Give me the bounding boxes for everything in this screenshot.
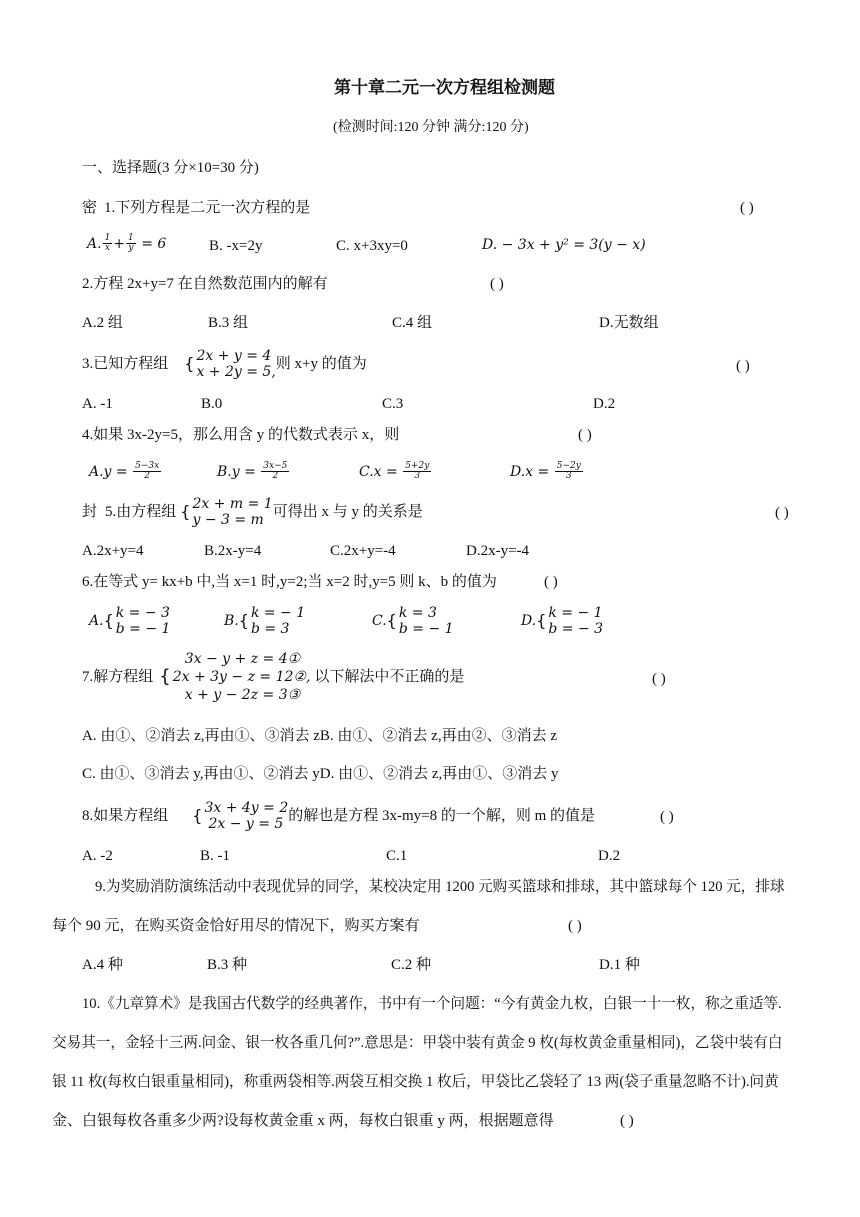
q9-stem-line2: 每个 90 元，在购买资金恰好用尽的情况下，购买方案有 — [52, 918, 420, 934]
q9-answer-blank: ( ) — [568, 918, 582, 934]
q8-eq1: 3x + 4y = 2 — [204, 799, 289, 816]
q2-stem: 2.方程 2x+y=7 在自然数范围内的解有 — [82, 276, 328, 292]
q9-option-c: C.2 种 — [391, 957, 432, 973]
q8-answer-blank: ( ) — [660, 809, 674, 825]
margin-mark-mi: 密 — [82, 200, 98, 216]
q6-option-d: D. { k = − 1 b = − 3 — [521, 605, 604, 638]
q4-answer-blank: ( ) — [578, 427, 592, 443]
q4-option-d: D.x = $\frac{5-2y}{3}$ — [510, 461, 581, 482]
q6-option-c: C. { k = 3 b = − 1 — [372, 605, 454, 638]
q8-eq2: 2x − y = 5 — [208, 816, 284, 832]
q8-option-b: B. -1 — [200, 848, 230, 864]
q5-option-d: D.2x-y=-4 — [466, 543, 530, 559]
margin-mark-feng: 封 — [82, 503, 98, 520]
q9-option-a: A.4 种 — [82, 957, 123, 973]
section-heading: 一、选择题(3 分×10=30 分) — [82, 160, 259, 176]
q6-answer-blank: ( ) — [544, 574, 558, 590]
q7-options-ab: A. 由①、②消去 z,再由①、③消去 zB. 由①、②消去 z,再由②、③消去 z — [82, 728, 557, 744]
q4-option-a: A.y = $\frac{5-3x}{2}$ — [89, 461, 160, 482]
q2-answer-blank: ( ) — [490, 276, 504, 292]
q3-option-c: C.3 — [382, 396, 404, 412]
q1-answer-blank: ( ) — [740, 200, 754, 216]
q7-options-cd: C. 由①、③消去 y,再由①、②消去 yD. 由①、②消去 z,再由①、③消去 y — [82, 766, 559, 782]
q5-option-c: C.2x+y=-4 — [330, 543, 396, 559]
q8-option-a: A. -2 — [82, 848, 113, 864]
q2-option-d: D.无数组 — [599, 315, 659, 331]
q7-answer-blank: ( ) — [652, 671, 666, 687]
q1-option-c: C. x+3xy=0 — [336, 238, 408, 254]
q4-option-c: C.x = $\frac{5+2y}{3}$ — [359, 461, 430, 482]
q2-option-a: A.2 组 — [82, 315, 123, 331]
q3-eq2: x + 2y = 5, — [196, 364, 276, 380]
q10-answer-blank: ( ) — [620, 1113, 634, 1129]
q5-option-b: B.2x-y=4 — [204, 543, 262, 559]
q3-option-b: B.0 — [201, 396, 223, 412]
q5-option-a: A.2x+y=4 — [82, 543, 144, 559]
q7-eq1: 3x − y + z = 4① — [184, 650, 301, 667]
q5-answer-blank: ( ) — [775, 505, 789, 521]
q3-stem: 3.已知方程组 { 2x + y = 4 x + 2y = 5, 则 x+y 的值为 — [82, 347, 367, 380]
q5-eq1: 2x + m = 1 — [192, 495, 273, 512]
q1-option-a: A. $\frac{1}{x}$ + $\frac{1}{y}$ = 6 — [87, 233, 167, 254]
q1-stem: 1.下列方程是二元一次方程的是 — [104, 200, 311, 216]
q6-stem: 6.在等式 y= kx+b 中,当 x=1 时,y=2;当 x=2 时,y=5 则 k、b 的值为 — [82, 574, 497, 590]
q7-stem: 7.解方程组 { 3x − y + z = 4① 2x + 3y − z = 12②, x + y − 2z = 3③ 以下解法中不正确的是 — [82, 650, 465, 704]
q2-option-c: C.4 组 — [392, 315, 433, 331]
q10-stem-line3: 银 11 枚(每枚白银重量相同)，称重两袋相等.两袋互相交换 1 枚后，甲袋比乙袋轻了 13 两(袋子重量忽略不计).问黄 — [52, 1074, 779, 1090]
q4-stem: 4.如果 3x-2y=5，那么用含 y 的代数式表示 x，则 — [82, 427, 400, 443]
q2-option-b: B.3 组 — [208, 315, 249, 331]
q10-stem-line4: 金、白银每枚各重多少两?设每枚黄金重 x 两，每枚白银重 y 两，根据题意得 — [52, 1113, 554, 1129]
q3-eq1: 2x + y = 4 — [196, 347, 272, 364]
q9-option-d: D.1 种 — [599, 957, 640, 973]
page-title: 第十章二元一次方程组检测题 — [334, 78, 555, 97]
q10-stem-line1: 10.《九章算术》是我国古代数学的经典著作，书中有一个问题：“今有黄金九枚，白银一十一枚，称之重适等. — [82, 996, 782, 1012]
q7-eq2: 2x + 3y − z = 12②, — [172, 668, 311, 685]
q6-option-b: B. { k = − 1 b = 3 — [224, 605, 306, 638]
q8-option-c: C.1 — [386, 848, 408, 864]
q7-eq3: x + y − 2z = 3③ — [184, 687, 301, 704]
q3-answer-blank: ( ) — [736, 358, 750, 374]
q9-stem-line1: 9.为奖励消防演练活动中表现优异的同学，某校决定用 1200 元购买篮球和排球，其中篮球每个 120 元，排球 — [95, 879, 785, 895]
q3-option-d: D.2 — [593, 396, 616, 412]
q8-option-d: D.2 — [598, 848, 621, 864]
q9-option-b: B.3 种 — [207, 957, 248, 973]
exam-info: (检测时间:120 分钟 满分:120 分) — [333, 120, 529, 135]
q10-stem-line2: 交易其一，金轻十三两.问金、银一枚各重几何?”.意思是：甲袋中装有黄金 9 枚(每枚黄金重量相同)，乙袋中装有白 — [52, 1035, 783, 1051]
q4-option-b: B.y = $\frac{3x-5}{2}$ — [217, 461, 288, 482]
q8-stem: 8.如果方程组 { 3x + 4y = 2 2x − y = 5 的解也是方程 3x-my=8 的一个解，则 m 的值是 — [82, 799, 596, 832]
q1-option-b: B. -x=2y — [209, 238, 263, 254]
q5-stem: 封 5.由方程组 { 2x + m = 1 y − 3 = m 可得出 x 与 y 的关系是 — [82, 495, 423, 528]
q1-option-d: D. − 3x + y² = 3(y − x) — [482, 237, 646, 253]
q3-option-a: A. -1 — [82, 396, 113, 412]
q5-eq2: y − 3 = m — [192, 512, 264, 528]
q6-option-a: A. { k = − 3 b = − 1 — [89, 605, 171, 638]
